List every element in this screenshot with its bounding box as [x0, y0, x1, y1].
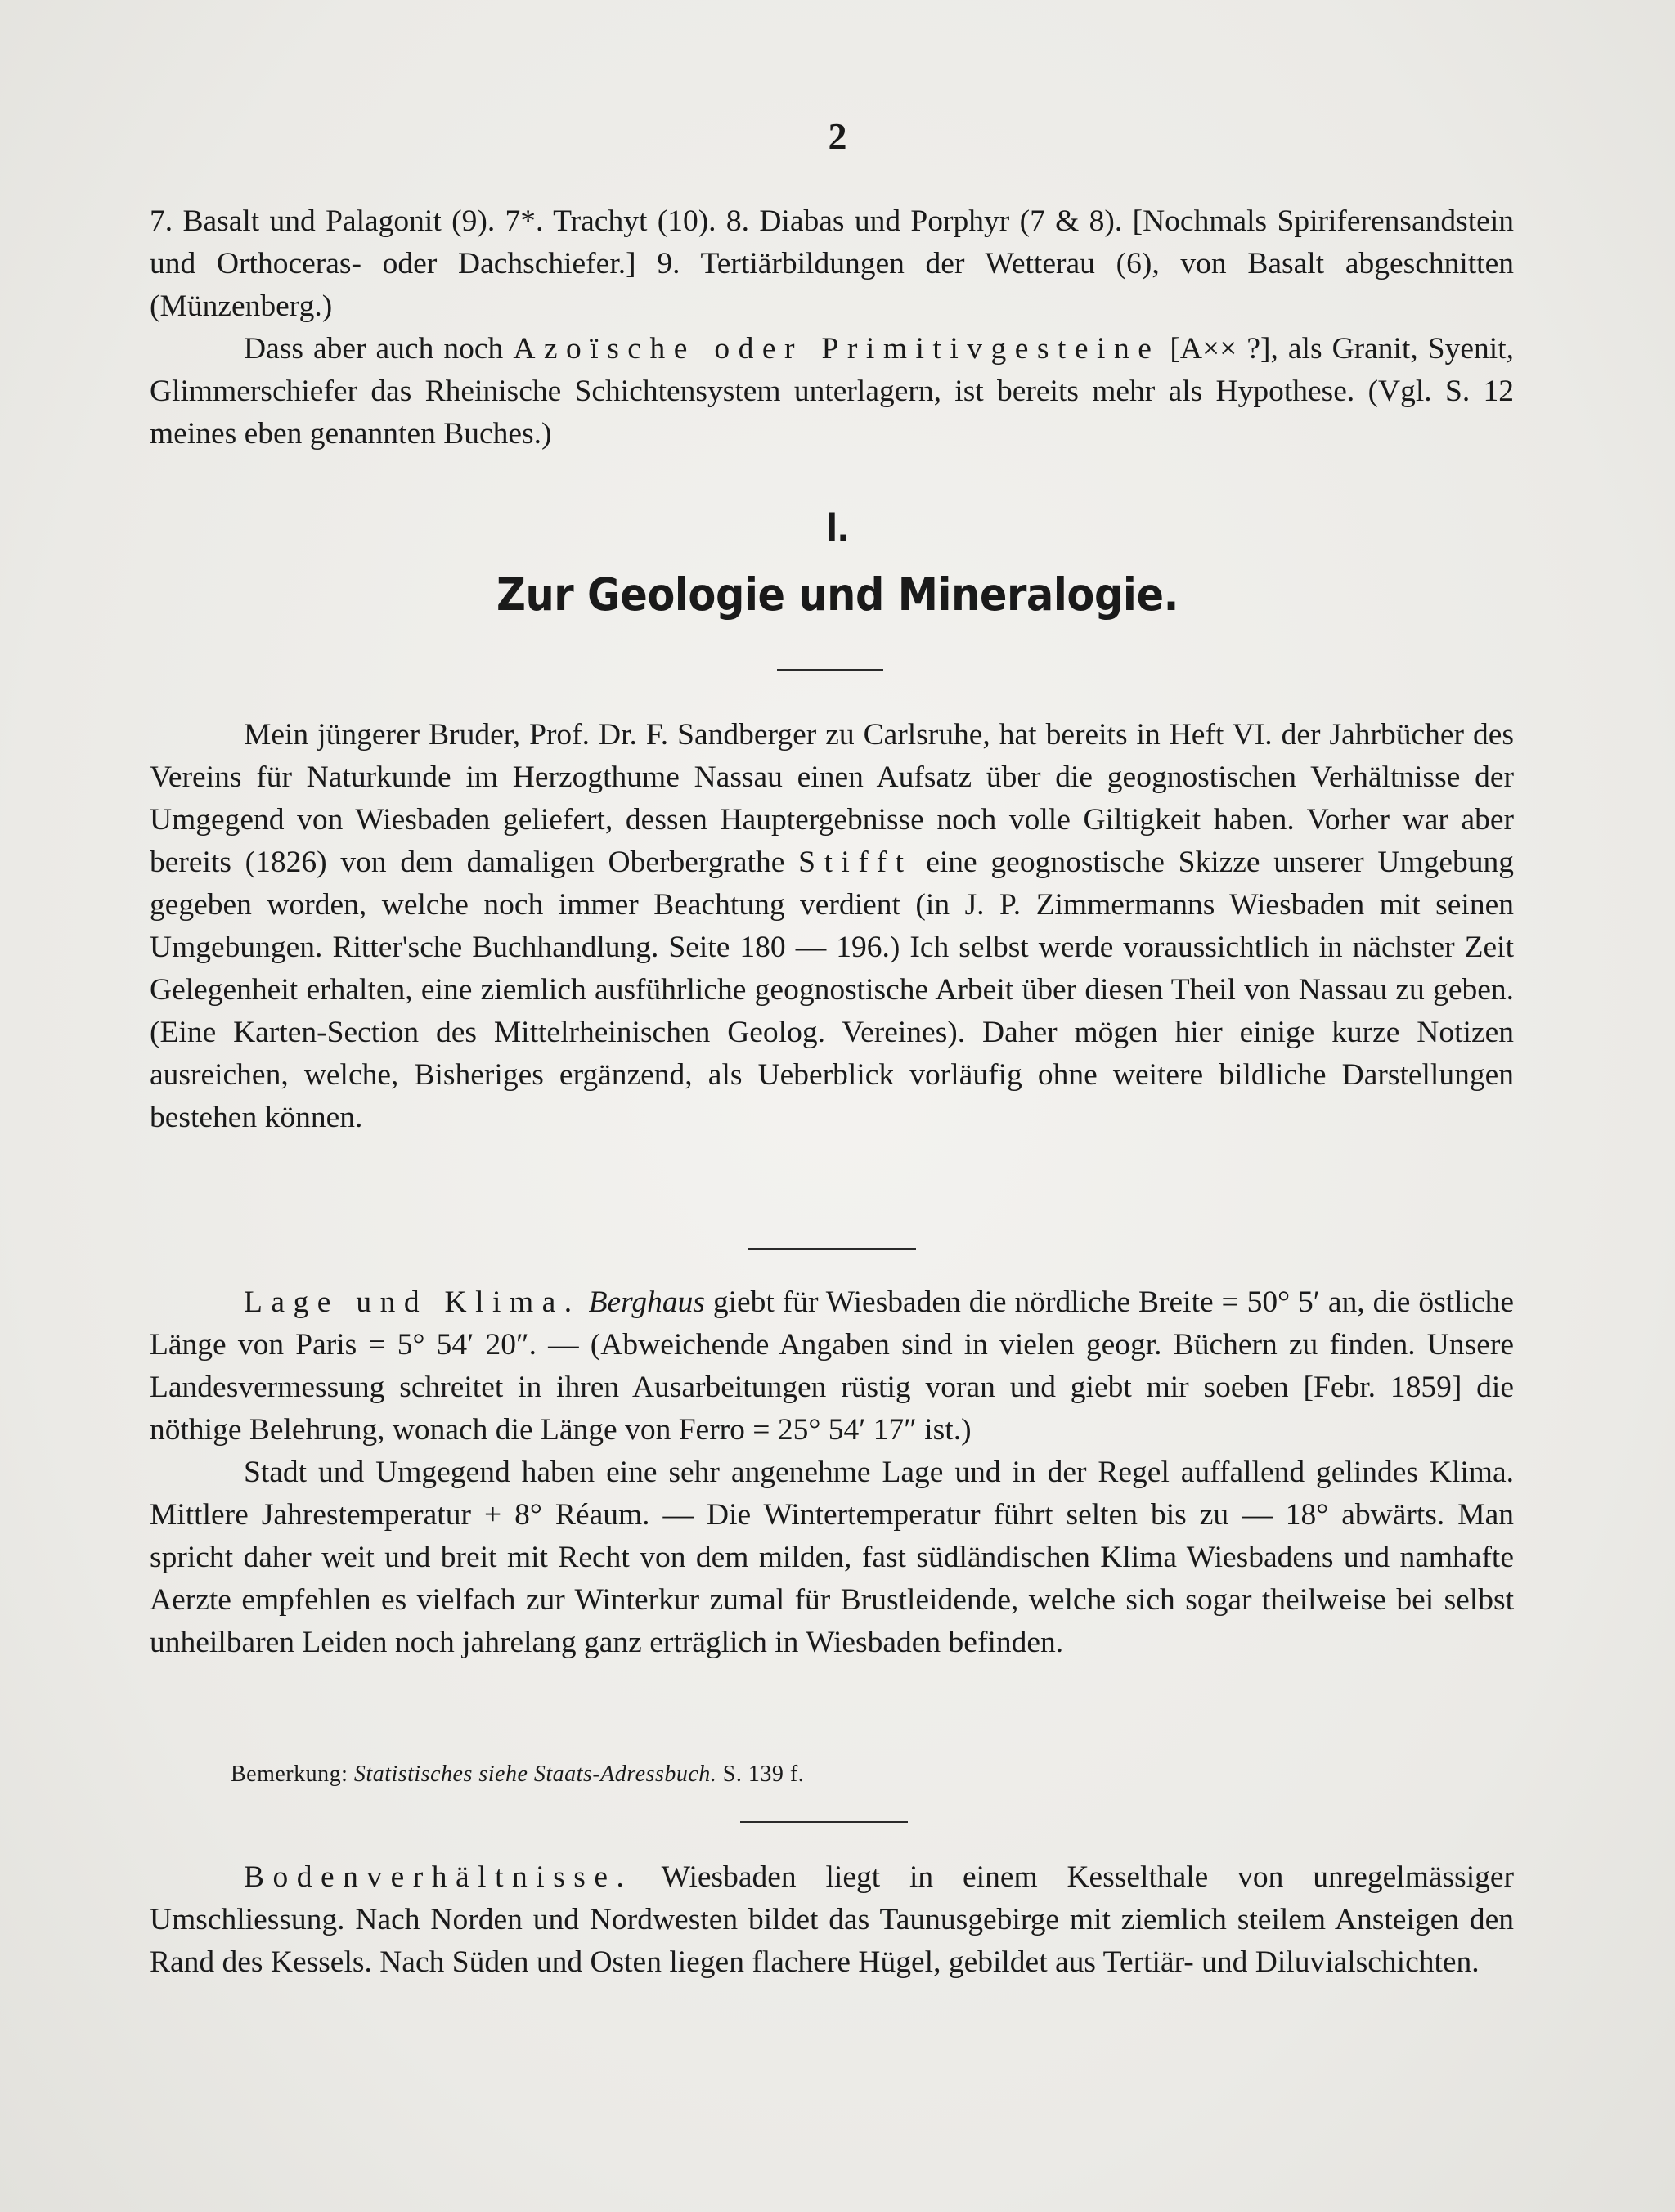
body-paragraph-1: [150, 714, 1514, 1139]
remark-ref: S. 139 f.: [722, 1761, 805, 1787]
remark-label: Bemerkung:: [231, 1761, 348, 1787]
page-number: 2: [828, 115, 847, 157]
intro-paragraph-2-lead: Dass aber auch noch: [244, 332, 514, 366]
body-text-2: [150, 1281, 1514, 1664]
remark: [231, 1761, 804, 1788]
body-paragraph-1-rest: eine geognostische Skizze unserer Umgebung gegeben worden, welche noch immer Beachtung verdient (in J. P. Zimmermanns Wiesbaden mit seinen Umgebungen. Ritter'sche Buchhandlung. Seite 180 — 196.) Ich selbst werde voraussichtlich in nächster Zeit Gelegenheit erhalten, eine ziemlich ausführliche geognostische Arbeit über diesen Theil von Nassau zu geben. (Eine Karten-Section des Mittelrheinischen Geolog. Vereines). Daher mögen hier einige kurze Notizen ausreichen, welche, Bisheriges ergänzend, als Ueberblick vorläufig ohne weitere bildliche Darstellungen bestehen können.: [150, 846, 1514, 1134]
lage-heading: Lage und Klima.: [244, 1285, 581, 1319]
intro-text: [150, 200, 1514, 455]
boden-text: Wiesbaden liegt in einem Kesselthale von unregelmässiger Umschliessung. Nach Norden und Nordwesten bildet das Taunusgebirge mit ziemlich steilem Ansteigen den Rand des Kessels. Nach Süden und Osten liegen flachere Hügel, gebildet aus Tertiär- und Diluvialschichten.: [150, 1860, 1514, 1979]
lage-paragraph: [150, 1281, 1514, 1451]
remark-text: Statistisches siehe Staats-Adressbuch.: [353, 1761, 717, 1787]
divider-rule: [777, 669, 883, 671]
azoic-term: Azoïsche oder Primitivgesteine: [513, 332, 1161, 366]
boden-paragraph: [150, 1856, 1514, 1984]
intro-paragraph-2: [150, 328, 1514, 455]
divider-rule: [740, 1821, 908, 1823]
stadt-paragraph: Stadt und Umgegend haben eine sehr angenehme Lage und in der Regel auffallend gelindes Klima. Mittlere Jahrestemperatur + 8° Réaum. — Die Wintertemperatur führt selten bis zu — 18° abwärts. Man spricht daher weit und breit mit Recht von dem milden, fast südländischen Klima Wiesbadens und namhafte Aerzte empfehlen es vielfach zur Winterkur zumal für Brustleidende, welche sich sogar theilweise bei selbst unheilbaren Leiden noch jahrelang ganz erträglich in Wiesbaden befinden.: [150, 1456, 1514, 1659]
body-text-3: [150, 1856, 1514, 1984]
lage-author: Berghaus: [588, 1285, 705, 1319]
section-title: Zur Geologie und Mineralogie.: [496, 568, 1179, 621]
divider-rule: [748, 1248, 916, 1250]
lage-text: giebt für Wiesbaden die nördliche Breite = 50° 5′ an, die östliche Länge von Paris = 5° 54′ 20″. — (Abweichende Angaben sind in vielen geogr. Büchern zu finden. Unsere Landesvermessung schreitet in ihren Ausarbeitungen rüstig voran und giebt mir soeben [Febr. 1859] die nöthige Belehrung, wonach die Länge von Ferro = 25° 54′ 17″ ist.): [150, 1285, 1514, 1447]
section-number: I.: [826, 504, 849, 550]
stifft-name: Stifft: [798, 846, 913, 879]
body-text-1: [150, 714, 1514, 1139]
body-paragraph-1-lead: Mein jüngerer Bruder, Prof. Dr. F. Sandberger zu Carlsruhe, hat bereits in Heft VI. der Jahrbücher des Vereins für Naturkunde im Herzogthume Nassau einen Aufsatz über die geognostischen Verhältnisse der Umgegend von Wiesbaden geliefert, dessen Hauptergebnisse noch volle Giltigkeit haben. Vorher war aber bereits (1826) von dem damaligen Oberbergrathe: [150, 718, 1514, 879]
intro-paragraph-1: 7. Basalt und Palagonit (9). 7*. Trachyt (10). 8. Diabas und Porphyr (7 & 8). [Nochmals Spiriferensandstein und Orthoceras- oder Dachschiefer.] 9. Tertiärbildungen der Wetterau (6), von Basalt abgeschnitten (Münzenberg.): [150, 204, 1514, 323]
intro-paragraph-2-rest: [A×× ?], als Granit, Syenit, Glimmerschiefer das Rheinische Schichtensystem unterlagern, ist bereits mehr als Hypothese. (Vgl. S. 12 meines eben genannten Buches.): [150, 332, 1515, 451]
boden-heading: Bodenverhältnisse.: [244, 1860, 633, 1894]
